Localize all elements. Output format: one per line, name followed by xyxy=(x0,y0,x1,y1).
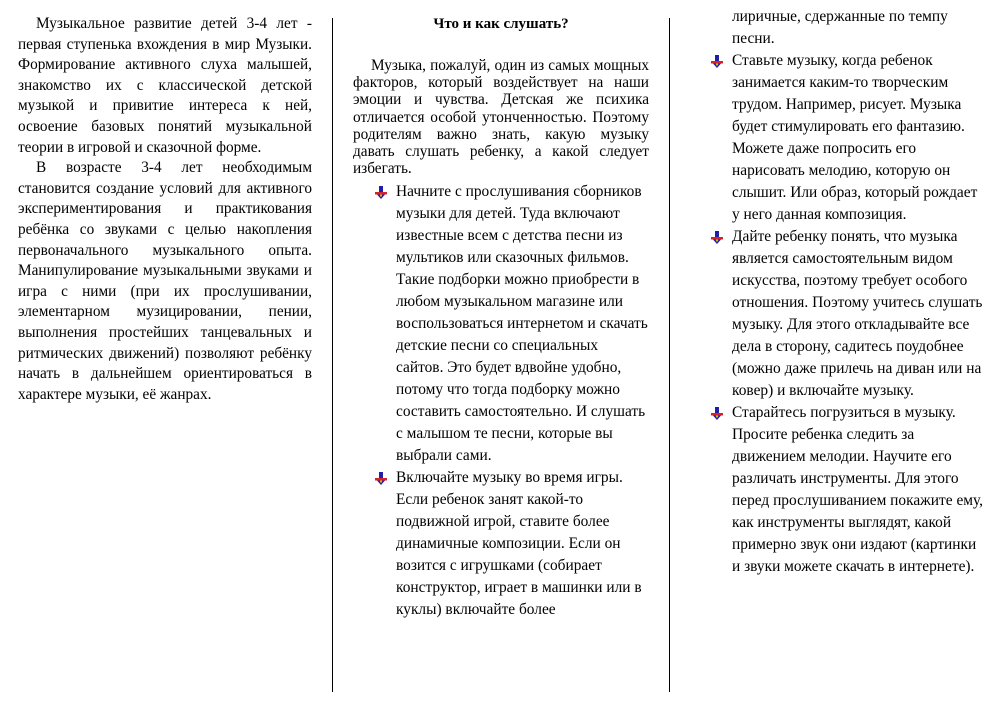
list-item xyxy=(706,50,988,226)
continued-text: лиричные, сдержанные по темпу песни. xyxy=(732,8,948,47)
paragraph-intro: Музыкальное развитие детей 3-4 лет - первая ступенька вхождения в мир Музыки. Формирование активного слуха малышей, знакомство их с классической детской музыкой и привитие интереса к ней, освоение базовых понятий музыкальной теории в игровой и сказочной форме. xyxy=(18,15,312,156)
arrow-down-bullet-icon xyxy=(710,407,724,420)
list-item-text: Ставьте музыку, когда ребенок занимается каким-то творческим трудом. Например, рисует. Музыка будет стимулировать его фантазию. Можете даже попросить его нарисовать мелодию, которую он слышит. Или образ, который рождает у него данная композиция. xyxy=(732,52,978,223)
column-2 xyxy=(353,0,649,707)
list-item xyxy=(370,467,649,621)
list-item xyxy=(706,402,988,578)
paragraph-age-conditions: В возрасте 3-4 лет необходимым становится создание условий для активного экспериментирования и практикования ребёнка со звуками с целью накопления первоначального музыкального опыта. Манипулирование музыкальными звуками и игра с ними (при их прослушивании, элементарном музицировании, пении, выполнения простейших танцевальных и ритмических движений) позволяют ребёнку начать в дальнейшем ориентироваться в характере музыки, её жанрах. xyxy=(18,159,312,403)
list-item xyxy=(706,226,988,402)
column-divider-left xyxy=(332,18,333,692)
arrow-down-bullet-icon xyxy=(374,186,388,199)
list-item xyxy=(370,181,649,467)
arrow-down-bullet-icon xyxy=(710,231,724,244)
intro-paragraph: Музыка, пожалуй, один из самых мощных факторов, который воздействует на наши эмоции и чувства. Детская же психика отличается особой утонченностью. Поэтому родителям важно знать, какую музыку давать слушать ребенку, а какой следует избегать. xyxy=(353,57,649,178)
tips-list-2 xyxy=(706,50,988,578)
list-item-text: Включайте музыку во время игры. Если ребенок занят какой-то подвижной игрой, ставите более динамичные композиции. Если он возится с игрушками (собирает конструктор, играет в машинки или в куклы) включайте более xyxy=(396,469,642,619)
arrow-down-bullet-icon xyxy=(710,55,724,68)
column-3 xyxy=(706,0,988,707)
column-1 xyxy=(18,0,312,707)
tips-list-1 xyxy=(370,181,649,621)
list-item-text: Старайтесь погрузиться в музыку. Просите ребенка следить за движением мелодии. Научите его различать инструменты. Для этого перед прослушиванием покажите ему, как инструменты выглядят, какой примерно звук они издают (картинки и звуки можете скачать в интернете). xyxy=(732,404,984,575)
list-item-text: Дайте ребенку понять, что музыка является самостоятельным видом искусства, поэтому требует особого отношения. Поэтому учитесь слушать музыку. Для этого откладывайте все дела в сторону, садитесь поудобнее (можно даже прилечь на диван или на ковер) и включайте музыку. xyxy=(732,228,983,399)
arrow-down-bullet-icon xyxy=(374,472,388,485)
column-divider-right xyxy=(669,18,670,692)
list-item-text: Начните с прослушивания сборников музыки для детей. Туда включают известные всем с детства песни из мультиков или сказочных фильмов. Такие подборки можно приобрести в любом музыкальном магазине или воспользоваться интернетом и скачать детские песни со специальных сайтов. Это будет вдвойне удобно, потому что тогда подборку можно составить самостоятельно. И слушать с малышом те песни, которые вы выбрали сами. xyxy=(396,183,648,465)
section-title: Что и как слушать? xyxy=(433,16,569,32)
